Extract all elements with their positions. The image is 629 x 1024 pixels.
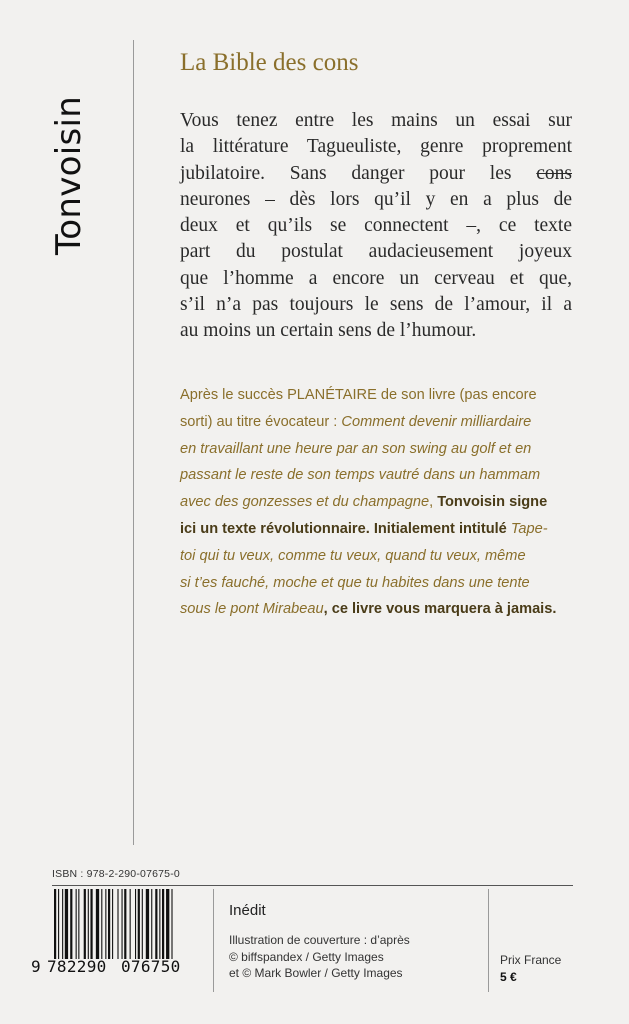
desc-bold: , ce livre vous marquera à jamais. (323, 601, 557, 618)
barcode-bars-icon (52, 889, 207, 964)
struck-word: cons (536, 162, 572, 184)
author-spine-name: Tonvoisin (49, 95, 89, 255)
desc-line (180, 409, 572, 436)
horizontal-divider (52, 885, 573, 886)
book-title: La Bible des cons (180, 49, 359, 76)
desc-italic: Tape- (510, 520, 548, 537)
desc-italic: en travaillant une heure par an son swing au golf et en (180, 440, 532, 457)
blurb-text: jubilatoire. Sans danger pour les (180, 162, 537, 184)
barcode-left-digits: 782290 (47, 957, 107, 976)
desc-line (180, 596, 572, 623)
price-block (500, 952, 561, 986)
desc-line (180, 516, 572, 543)
desc-italic: sous le pont Mirabeau (180, 601, 324, 618)
description-paragraph (180, 382, 572, 623)
blurb-line: au moins un certain sens de l’humour. (180, 320, 477, 342)
credit-line: et © Mark Bowler / Getty Images (229, 966, 403, 980)
desc-italic: si t’es fauché, moche et que tu habites dans une tente (180, 574, 530, 591)
desc-text: sorti) au titre évocateur : (180, 413, 342, 430)
barcode-first-digit: 9 (31, 957, 41, 976)
desc-italic: passant le reste de son temps vautré dans un hammam (180, 467, 541, 484)
price-value: 5 € (500, 970, 517, 984)
desc-author-bold: Tonvoisin (437, 494, 506, 511)
vertical-divider (213, 889, 214, 992)
desc-line (180, 489, 572, 516)
barcode-right-digits: 076750 (121, 957, 181, 976)
vertical-divider (133, 40, 134, 845)
desc-line (180, 462, 572, 489)
desc-bold: signe (505, 494, 548, 511)
blurb-line: s’il n’a pas toujours le sens de l’amour, il a (180, 294, 572, 316)
blurb-line (180, 161, 572, 187)
desc-line: Après le succès PLANÉTAIRE de son livre (pas encore (180, 387, 537, 403)
price-label: Prix France (500, 953, 562, 967)
desc-line (180, 570, 572, 597)
blurb-line: deux et qu’ils se connectent –, ce texte (180, 215, 572, 237)
blurb-line: neurones – dès lors qu’il y en a plus de (180, 188, 572, 210)
credit-line: © biffspandex / Getty Images (229, 949, 384, 964)
blurb-line: Vous tenez entre les mains un essai sur (180, 110, 572, 131)
isbn-number: ISBN : 978-2-290-07675-0 (52, 868, 180, 880)
blurb-paragraph (180, 108, 572, 345)
desc-italic: avec des gonzesses et du champagne (180, 494, 430, 511)
desc-bold: ici un texte révolutionnaire. Initialement intitulé (180, 520, 511, 537)
desc-text: , (429, 494, 438, 511)
blurb-line: part du postulat audacieusement joyeux (180, 241, 572, 263)
blurb-line: que l’homme a encore un cerveau et que, (180, 267, 572, 289)
imprint-label: Inédit (229, 902, 266, 919)
cover-credits (229, 932, 479, 982)
blurb-line: la littérature Tagueuliste, genre proprement (180, 136, 572, 158)
credit-line: Illustration de couverture : d’après (229, 933, 410, 947)
desc-line (180, 436, 572, 463)
desc-line (180, 543, 572, 570)
desc-italic: Comment devenir milliardaire (341, 413, 532, 430)
desc-italic: toi qui tu veux, comme tu veux, quand tu veux, même (180, 547, 526, 564)
vertical-divider (488, 889, 489, 992)
